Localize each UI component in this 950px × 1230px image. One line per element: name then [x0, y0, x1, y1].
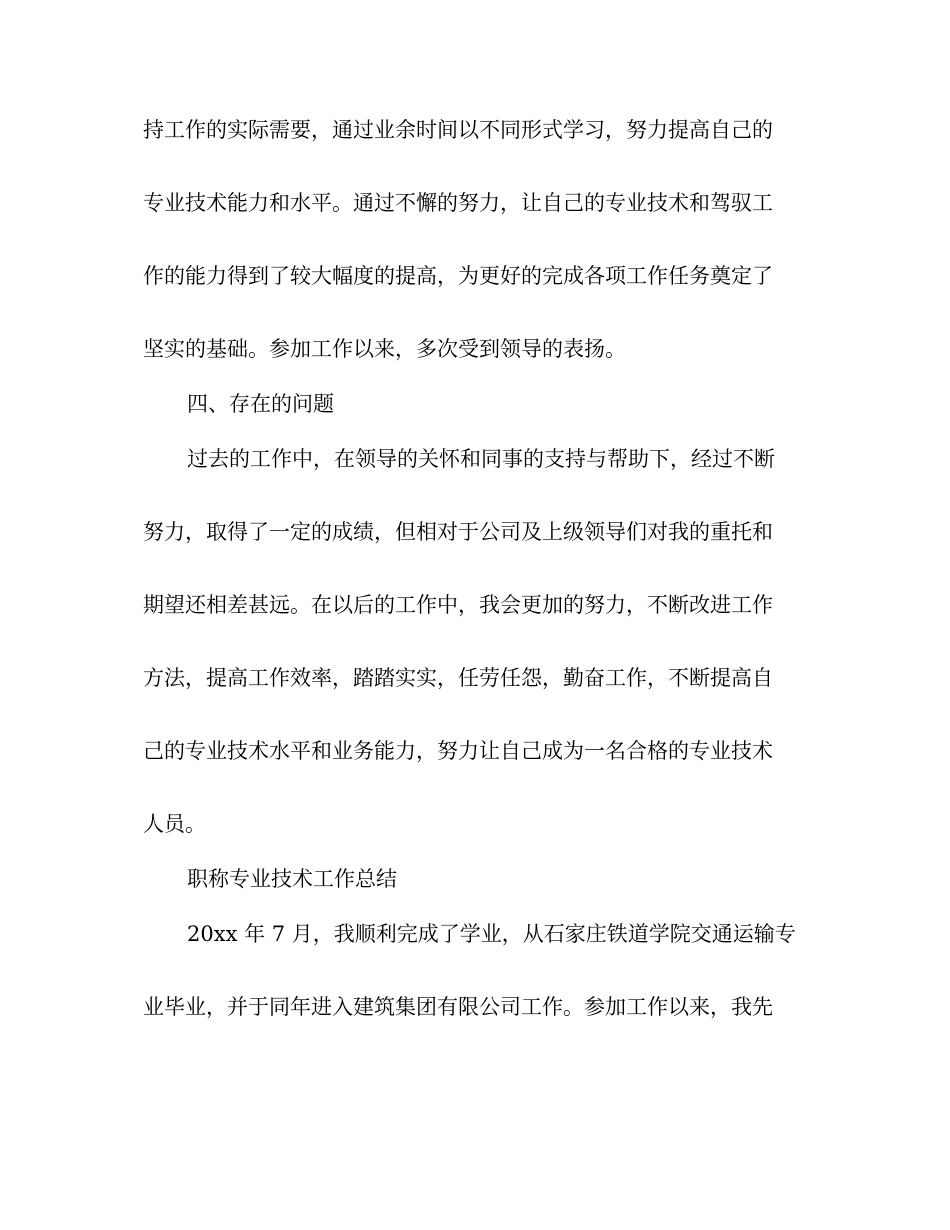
text-line: 专业技术能力和水平。通过不懈的努力，让自己的专业技术和驾驭工 — [143, 191, 773, 215]
paragraph-skills — [143, 118, 803, 362]
text-line: 作的能力得到了较大幅度的提高，为更好的完成各项工作任务奠定了 — [143, 264, 773, 288]
text-line: 期望还相差甚远。在以后的工作中，我会更加的努力，不断改进工作 — [143, 593, 773, 617]
paragraph-education — [143, 922, 803, 1020]
text-line: 20xx 年 7 月，我顺利完成了学业，从石家庄铁道学院交通运输专 — [187, 922, 796, 946]
text-line: 坚实的基础。参加工作以来，多次受到领导的表扬。 — [143, 337, 626, 361]
text-line: 业毕业，并于同年进入建筑集团有限公司工作。参加工作以来，我先 — [143, 995, 773, 1019]
section-heading-problems: 四、存在的问题 — [187, 392, 334, 416]
text-line: 人员。 — [143, 812, 206, 836]
text-line: 持工作的实际需要，通过业余时间以不同形式学习，努力提高自己的 — [143, 118, 773, 142]
document-body — [143, 118, 803, 1020]
paragraph-problems — [143, 447, 803, 837]
section-heading-summary: 职称专业技术工作总结 — [187, 867, 397, 891]
text-line: 过去的工作中，在领导的关怀和同事的支持与帮助下，经过不断 — [187, 447, 775, 471]
text-line: 努力，取得了一定的成绩，但相对于公司及上级领导们对我的重托和 — [143, 520, 773, 544]
text-line: 方法，提高工作效率，踏踏实实，任劳任怨，勤奋工作，不断提高自 — [143, 666, 773, 690]
text-line: 己的专业技术水平和业务能力，努力让自己成为一名合格的专业技术 — [143, 739, 773, 763]
